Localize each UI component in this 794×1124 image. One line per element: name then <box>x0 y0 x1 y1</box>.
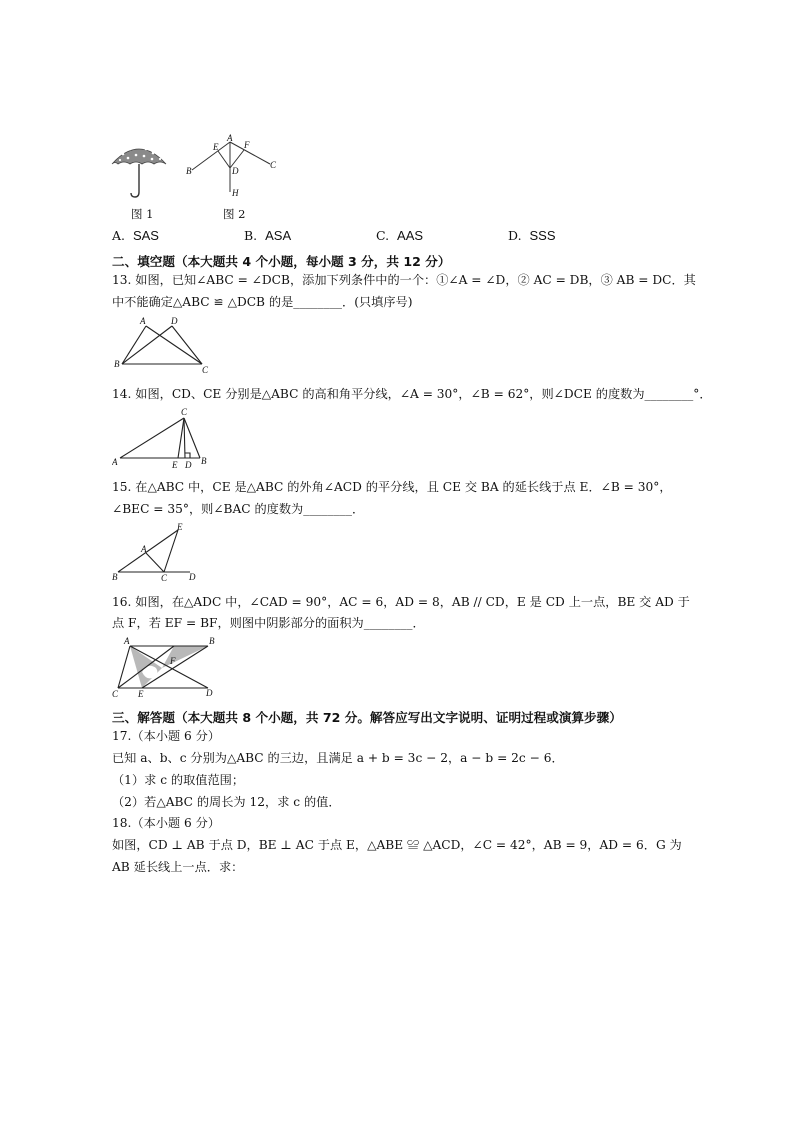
q16-label-c: C <box>112 689 119 698</box>
q18-title: 18.（本小题 6 分） <box>112 816 221 830</box>
q15-label-e: E <box>177 522 183 532</box>
fig2-label-e: E <box>213 142 219 152</box>
q17-line-1: 已知 a、b、c 分别为△ABC 的三边，且满足 a + b = 3c − 2，a − b = 2c − 6． <box>112 751 564 765</box>
q13-label-b: B <box>114 359 120 369</box>
q15-label-a: A <box>141 544 147 554</box>
q16-label-f: F <box>170 656 176 666</box>
q13-label-a: A <box>140 316 146 326</box>
section-3-heading: 三、解答题（本大题共 8 个小题，共 72 分。解答应写出文字说明、证明过程或演算步骤） <box>112 710 622 725</box>
q17-title: 17.（本小题 6 分） <box>112 729 221 743</box>
figure-2-caption: 图 2 <box>223 207 246 221</box>
q15-label-b: B <box>112 572 118 582</box>
q16-label-e: E <box>138 689 144 698</box>
q17-part-2: （2）若△ABC 的周长为 12，求 c 的值． <box>112 795 341 809</box>
q13-label-c: C <box>202 365 209 374</box>
q16-label-a: A <box>124 636 130 646</box>
q15-figure <box>112 520 202 584</box>
option-b: B. ASA <box>244 228 292 243</box>
q17-part-1: （1）求 c 的取值范围； <box>112 773 245 787</box>
q15-line-2: ∠BEC = 35°，则∠BAC 的度数为________． <box>112 502 365 516</box>
q18-line-1: 如图，CD ⊥ AB 于点 D，BE ⊥ AC 于点 E，△ABE ≌ △ACD，∠C = 42°，AB = 9，AD = 6．G 为 <box>112 838 682 852</box>
q13-line-2: 中不能确定△ABC ≌ △DCB 的是________．(只填序号) <box>112 295 413 309</box>
fig2-label-d: D <box>232 166 239 176</box>
q16-label-b: B <box>209 636 215 646</box>
option-c: C. AAS <box>376 228 424 243</box>
q14-line-1: 14. 如图，CD、CE 分别是△ABC 的高和角平分线，∠A = 30°，∠B = 62°，则∠DCE 的度数为________°． <box>112 387 712 401</box>
option-a: A. SAS <box>112 228 159 243</box>
figure-1-caption: 图 1 <box>131 207 154 221</box>
q16-figure <box>112 634 222 698</box>
fig2-label-b: B <box>186 166 192 176</box>
fig2-label-h: H <box>232 188 239 198</box>
section-2-heading: 二、填空题（本大题共 4 个小题，每小题 3 分，共 12 分） <box>112 254 451 269</box>
option-d: D. SSS <box>508 228 556 243</box>
q15-label-c: C <box>161 573 168 583</box>
q13-line-1: 13. 如图，已知∠ABC = ∠DCB，添加下列条件中的一个：①∠A = ∠D，② AC = DB，③ AB = DC．其 <box>112 273 696 287</box>
q14-label-b: B <box>201 456 207 466</box>
q13-figure <box>112 314 212 374</box>
q14-label-a: A <box>112 457 118 467</box>
umbrella-frame-figure <box>182 134 278 198</box>
q16-label-d: D <box>206 688 213 698</box>
q15-line-1: 15. 在△ABC 中，CE 是△ABC 的外角∠ACD 的平分线，且 CE 交 BA 的延长线于点 E．∠B = 30°， <box>112 480 672 494</box>
q14-label-e: E <box>172 460 178 470</box>
q15-label-d: D <box>189 572 196 582</box>
fig2-label-c: C <box>270 160 277 170</box>
q13-label-d: D <box>171 316 178 326</box>
q14-figure <box>112 404 212 470</box>
fig2-label-a: A <box>227 134 233 143</box>
q16-line-2: 点 F，若 EF = BF，则图中阴影部分的面积为________． <box>112 616 425 630</box>
q18-line-2: AB 延长线上一点．求： <box>112 860 244 874</box>
fig2-label-f: F <box>244 140 250 150</box>
q14-label-c: C <box>181 407 188 417</box>
umbrella-figure <box>108 138 170 200</box>
q14-label-d: D <box>185 460 192 470</box>
q16-line-1: 16. 如图，在△ADC 中，∠CAD = 90°，AC = 6，AD = 8，AB // CD，E 是 CD 上一点，BE 交 AD 于 <box>112 595 690 609</box>
